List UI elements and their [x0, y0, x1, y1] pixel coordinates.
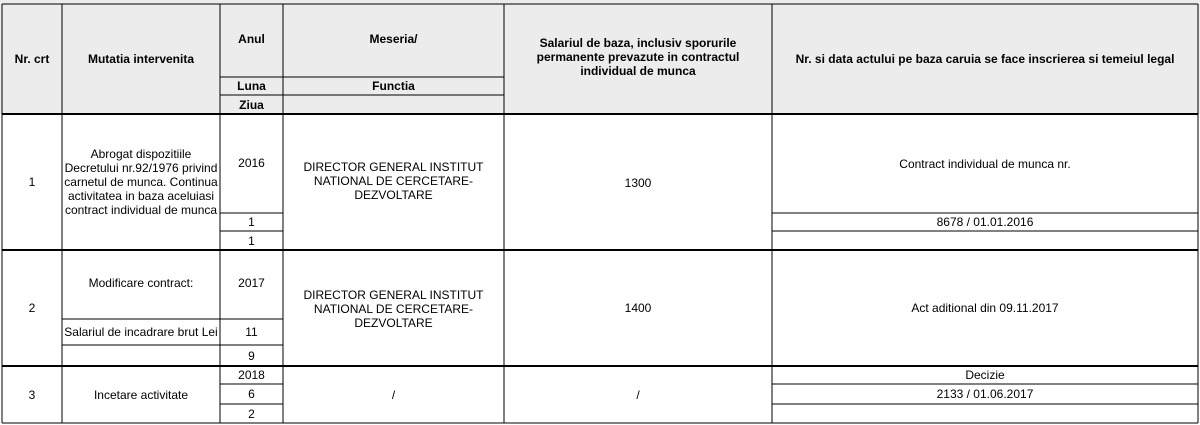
- row2-mutatia: Modificare contract:: [88, 276, 194, 290]
- row1-mutatia: Abrogat dispozitiile Decretului nr.92/1976 privind carnetul de munca. Continua activitatea in baza aceluiasi contract individual de munca: [64, 147, 218, 217]
- row3-act-line1: Decizie: [965, 368, 1005, 382]
- row3-salariu: /: [636, 387, 640, 402]
- row1-act-line1: Contract individual de munca nr.: [899, 157, 1071, 171]
- row3-luna: 6: [248, 387, 255, 401]
- header-salariu: Salariul de baza, inclusiv sporurile permanente prevazute in contractul individual de munca: [536, 36, 740, 78]
- header-luna: Luna: [237, 79, 266, 93]
- row3-mutatia: Incetare activitate: [93, 387, 189, 402]
- row1-salariu: 1300: [624, 176, 652, 190]
- row3-act-line2: 2133 / 01.06.2017: [936, 387, 1034, 401]
- row3-anul: 2018: [238, 368, 265, 382]
- row1-nr: 1: [28, 175, 36, 189]
- row2-ziua: 9: [248, 348, 255, 363]
- header-act: Nr. si data actului pe baza caruia se face inscrierea si temeiul legal: [795, 52, 1175, 66]
- header-ziua: Ziua: [239, 97, 264, 112]
- row2-luna: 11: [245, 325, 258, 339]
- row3-nr: 3: [28, 387, 36, 402]
- row1-anul: 2016: [238, 156, 265, 170]
- row2-act: Act aditional din 09.11.2017: [911, 301, 1059, 315]
- row2-functia: DIRECTOR GENERAL INSTITUT NATIONAL DE CERCETARE-DEZVOLTARE: [303, 288, 484, 330]
- row1-act-line2: 8678 / 01.01.2016: [936, 215, 1034, 229]
- header-functia: Functia: [372, 79, 415, 93]
- row2-nr: 2: [28, 301, 36, 315]
- row1-functia: DIRECTOR GENERAL INSTITUT NATIONAL DE CERCETARE-DEZVOLTARE: [303, 160, 484, 202]
- header-anul: Anul: [238, 32, 265, 46]
- header-nr-crt: Nr. crt: [14, 52, 50, 66]
- row2-mutatia-extra: Salariul de incadrare brut Lei: [64, 325, 218, 339]
- row2-salariu: 1400: [624, 301, 652, 315]
- row2-anul: 2017: [238, 276, 265, 290]
- row1-luna: 1: [248, 215, 255, 229]
- row1-ziua: 1: [248, 233, 255, 248]
- header-mutatia: Mutatia intervenita: [87, 52, 195, 66]
- row3-ziua: 2: [248, 406, 255, 421]
- row3-functia: /: [391, 387, 396, 402]
- header-meseria: Meseria/: [369, 32, 418, 46]
